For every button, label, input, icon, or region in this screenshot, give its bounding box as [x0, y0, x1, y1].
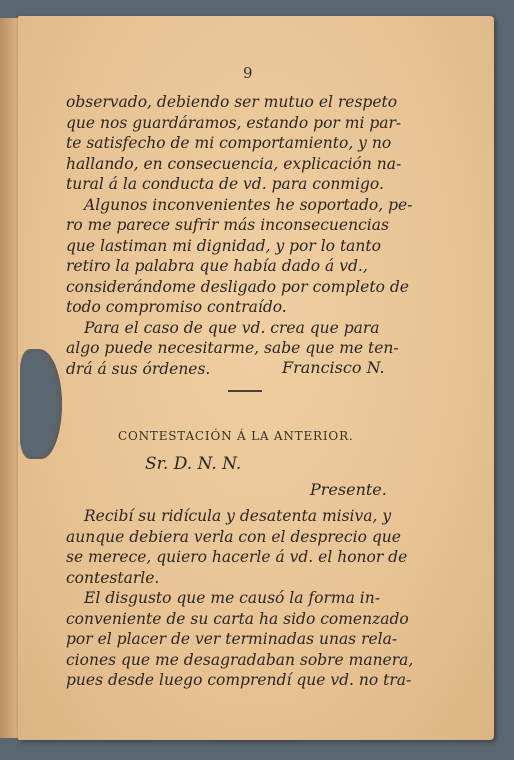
reply-body: [66, 506, 436, 691]
page-number: 9: [243, 64, 253, 82]
text-line: drá á sus órdenes.: [66, 359, 211, 378]
salutation: Sr. D. N. N.: [145, 454, 242, 474]
text-line: considerándome desligado por completo de: [66, 277, 409, 296]
signature: Francisco N.: [282, 358, 385, 377]
presente-line: Presente.: [310, 480, 387, 499]
text-line: algo puede necesitarme, sabe que me ten-: [66, 339, 399, 357]
text-line: contestarle.: [66, 568, 160, 587]
text-line: Recibí su ridícula y desatenta misiva, y: [84, 507, 392, 525]
text-line: Algunos inconvenientes he soportado, pe-: [84, 195, 413, 214]
text-line: retiro la palabra que había dado á vd.,: [66, 257, 368, 275]
text-line: ciones que me desagradaban sobre manera,: [66, 650, 414, 669]
torn-hole: [20, 349, 62, 459]
text-line: tural á la conducta de vd. para conmigo.: [66, 175, 384, 193]
text-line: todo compromiso contraído.: [66, 298, 287, 316]
text-line: ro me parece sufrir más inconsecuencias: [66, 216, 389, 234]
text-line: te satisfecho de mi comportamiento, y no: [66, 134, 392, 152]
text-line: El disgusto que me causó la forma in-: [84, 589, 380, 607]
text-line: que nos guardáramos, estando por mi par-: [66, 113, 402, 132]
section-heading: CONTESTACIÓN Á LA ANTERIOR.: [118, 429, 354, 443]
text-line: Para el caso de que vd. crea que para: [84, 318, 380, 337]
text-line: aunque debiera verla con el desprecio que: [66, 527, 401, 546]
text-line: pues desde luego comprendí que vd. no tra-: [66, 671, 412, 689]
letter-body: [66, 92, 436, 379]
text-line: conveniente de su carta ha sido comenzado: [66, 609, 409, 628]
text-line: se merece, quiero hacerle á vd. el honor de: [66, 548, 408, 566]
text-line: hallando, en consecuencia, explicación na-: [66, 154, 402, 173]
text-line: que lastiman mi dignidad, y por lo tanto: [66, 236, 381, 255]
text-line: observado, debiendo ser mutuo el respeto: [66, 93, 398, 111]
text-line: por el placer de ver terminadas unas rela-: [66, 630, 398, 648]
section-divider: [228, 390, 262, 392]
